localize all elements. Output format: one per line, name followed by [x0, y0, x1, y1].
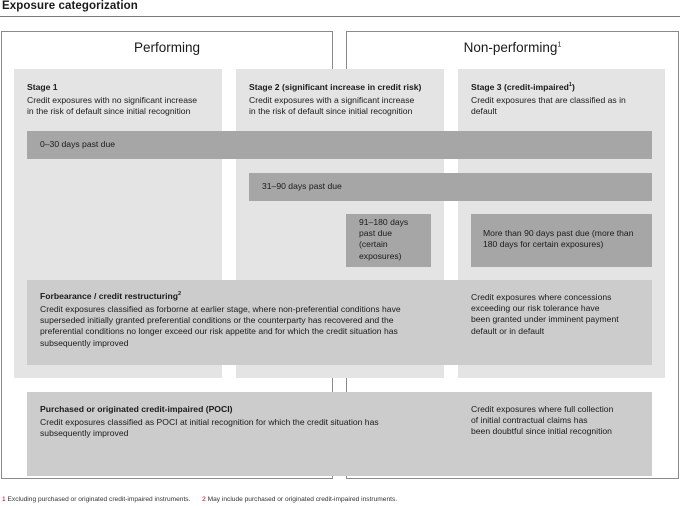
stage3-header [471, 82, 661, 117]
forbearance-title [40, 291, 460, 301]
stage3-desc-line2: default [471, 106, 497, 117]
bar-more-than-90-days [471, 214, 652, 267]
stage1-header [27, 82, 217, 117]
forbearance-footnote-ref: 2 [178, 291, 182, 298]
poci-left [40, 404, 460, 439]
bar-91-180-line2: past due [359, 228, 392, 239]
stage1-desc-line2: in the risk of default since initial recognition [27, 106, 191, 117]
poci-right-line1: Credit exposures where full collection [471, 404, 614, 414]
forbearance-right [471, 292, 649, 337]
stage1-desc-line1: Credit exposures with no significant increase [27, 95, 198, 105]
bar-31-90-label: 31–90 days past due [262, 181, 342, 191]
poci-line2: subsequently improved [40, 428, 129, 439]
bar-0-30-days [27, 131, 652, 159]
stage3-desc-line1: Credit exposures that are classified as in [471, 95, 626, 105]
stage3-title-close: ) [571, 82, 575, 92]
bar-31-90-days [249, 173, 652, 201]
footnote2-text: May include purchased or originated credit-impaired instruments. [207, 496, 398, 503]
poci-right-line2: of initial contractual claims has [471, 415, 588, 426]
stage1-title: Stage 1 [27, 82, 58, 92]
forbearance-right-line4: default or in default [471, 325, 545, 336]
bar-more-than-90-line1: More than 90 days past due (more than [483, 228, 634, 238]
footnotes [2, 496, 678, 503]
non-performing-label: Non-performing [463, 40, 558, 55]
bar-91-180-line3: (certain [359, 239, 388, 250]
title-divider [0, 16, 680, 17]
forbearance-right-line1: Credit exposures where concessions [471, 292, 612, 302]
poci-right-line3: been doubtful since initial recognition [471, 426, 612, 437]
page-title: Exposure categorization [2, 0, 138, 12]
stage2-title: Stage 2 (significant increase in credit risk) [249, 82, 422, 92]
footnote1-number: 1 [2, 496, 6, 503]
poci-line1: Credit exposures classified as POCI at initial recognition for which the credit situation has [40, 417, 379, 427]
footnote1-text: Excluding purchased or originated credit-impaired instruments. [7, 496, 191, 503]
performing-label: Performing [133, 40, 201, 55]
non-performing-heading [346, 40, 679, 55]
bar-more-than-90-line2: 180 days for certain exposures) [483, 239, 604, 250]
forbearance-line3: preferential conditions no longer exceed our risk appetite and for which the credit situation has [40, 326, 398, 337]
forbearance-left [40, 291, 460, 349]
forbearance-line2: superseded initially granted preferential conditions or the counterparty has recovered and the [40, 315, 394, 326]
footnote2-number: 2 [202, 496, 206, 503]
performing-heading [1, 40, 333, 55]
bar-91-180-days [346, 214, 431, 267]
bar-91-180-line1: 91–180 days [359, 217, 409, 227]
stage3-title-text: Stage 3 (credit-impaired [471, 82, 569, 92]
stage2-desc-line1: Credit exposures with a significant increase [249, 95, 415, 105]
poci-title: Purchased or originated credit-impaired (POCI) [40, 404, 233, 414]
forbearance-line4: subsequently improved [40, 337, 129, 348]
non-performing-footnote-ref: 1 [557, 41, 562, 49]
forbearance-right-line2: exceeding our risk tolerance have [471, 303, 600, 314]
forbearance-title-text: Forbearance / credit restructuring [40, 291, 179, 301]
bar-0-30-label: 0–30 days past due [40, 139, 116, 149]
stage2-header [249, 82, 444, 117]
forbearance-line1: Credit exposures classified as forborne at earlier stage, where non-preferential conditions have [40, 304, 401, 314]
stage2-desc-line2: in the risk of default since initial recognition [249, 106, 413, 117]
poci-right [471, 404, 649, 438]
stage3-title [471, 82, 661, 92]
stage3-footnote-ref: 1 [568, 82, 572, 89]
forbearance-right-line3: been granted under imminent payment [471, 314, 619, 325]
bar-91-180-line4: exposures) [359, 250, 402, 261]
